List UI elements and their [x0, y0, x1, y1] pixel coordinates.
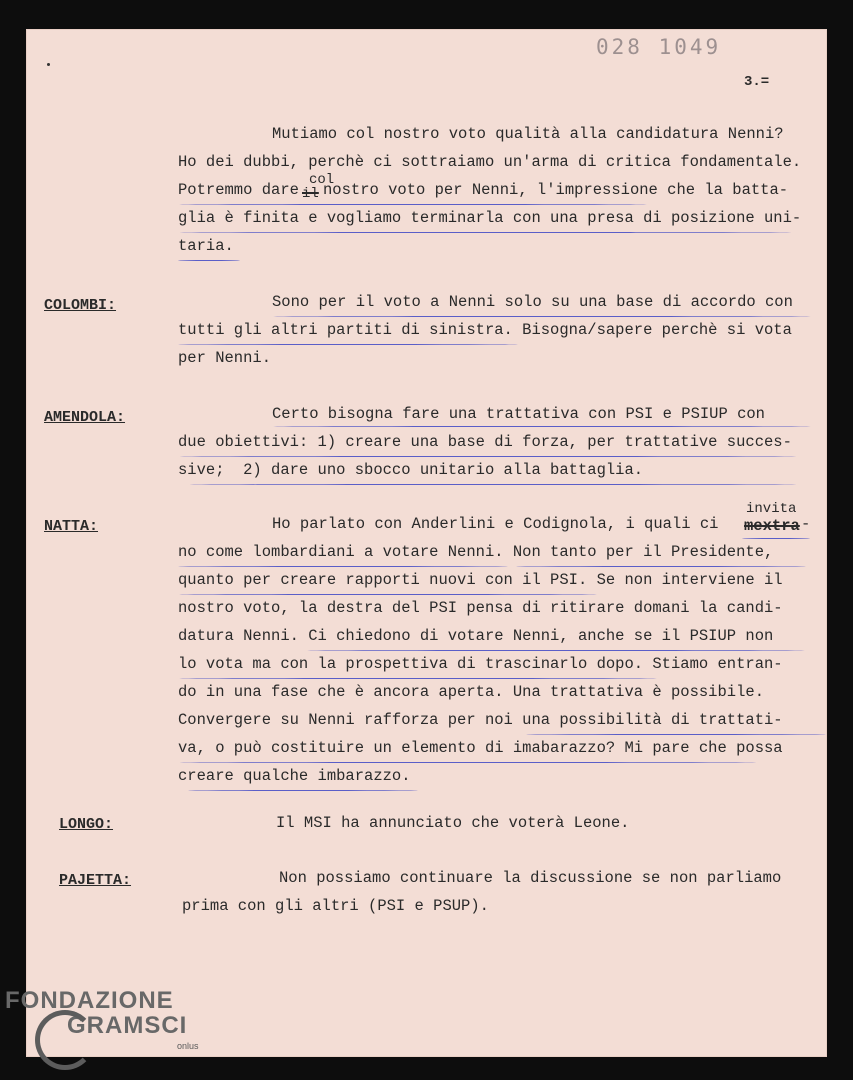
text-line: creare qualche imbarazzo.	[178, 767, 411, 785]
text-line: quanto per creare rapporti nuovi con il PSI. Se non interviene il	[178, 571, 783, 589]
pencil-underline	[178, 232, 793, 233]
text-line: Il MSI ha annunciato che voterà Leone.	[276, 814, 630, 832]
text-line: va, o può costituire un elemento di imabarazzo? Mi pare che possa	[178, 739, 783, 757]
pencil-underline	[178, 594, 598, 595]
pencil-underline	[272, 426, 812, 427]
text-line: Ho dei dubbi, perchè ci sottraiamo un'arma di critica fondamentale.	[178, 153, 802, 171]
document-page	[26, 29, 827, 1057]
struck-word: il	[302, 186, 319, 202]
page-number: 3.=	[744, 74, 770, 90]
speaker-label: AMENDOLA:	[44, 409, 126, 426]
archive-number: 028 1049	[596, 35, 722, 59]
watermark-line-1: FONDAZIONE	[5, 987, 174, 1014]
pencil-underline	[178, 456, 798, 457]
text-line: Sono per il voto a Nenni solo su una base di accordo con	[272, 293, 793, 311]
pencil-underline	[178, 566, 508, 567]
pencil-underline	[178, 678, 658, 679]
text-line: nostro voto per Nenni, l'impressione che la batta-	[323, 181, 789, 199]
text-line: Non possiamo continuare la discussione se non parliamo	[279, 869, 782, 887]
watermark-line-2: GRAMSCI	[67, 1012, 188, 1039]
watermark-g-icon	[35, 1010, 95, 1070]
pencil-underline	[178, 260, 240, 261]
text-line: Convergere su Nenni rafforza per noi una possibilità di trattati-	[178, 711, 783, 729]
text-line: Certo bisogna fare una trattativa con PSI e PSIUP con	[272, 405, 765, 423]
struck-word: mextra	[744, 517, 800, 535]
pencil-underline	[188, 484, 798, 485]
text-line: tutti gli altri partiti di sinistra. Bisogna/sapere perchè si vota	[178, 321, 792, 339]
speaker-label: COLOMBI:	[44, 297, 117, 314]
pencil-underline	[742, 538, 810, 539]
fondazione-gramsci-watermark	[5, 987, 199, 1051]
handwritten-insertion: invita	[746, 501, 797, 517]
text-line: datura Nenni. Ci chiedono di votare Nenni, anche se il PSIUP non	[178, 627, 774, 645]
pencil-underline	[526, 734, 826, 735]
speaker-label: PAJETTA:	[59, 872, 132, 889]
pencil-underline	[178, 762, 758, 763]
ink-dot	[47, 63, 50, 66]
pencil-underline	[178, 344, 518, 345]
pencil-underline	[188, 790, 418, 791]
text-line: sive; 2) dare uno sbocco unitario alla battaglia.	[178, 461, 644, 479]
pencil-underline	[306, 650, 806, 651]
text-line: do in una fase che è ancora aperta. Una trattativa è possibile.	[178, 683, 764, 701]
text-line: due obiettivi: 1) creare una base di forza, per trattative succes-	[178, 433, 792, 451]
text-line: glia è finita e vogliamo terminarla con una presa di posizione uni-	[178, 209, 802, 227]
text-line: Ho parlato con Anderlini e Codignola, i quali ci	[272, 515, 719, 533]
pencil-underline	[272, 316, 812, 317]
speaker-label: LONGO:	[59, 816, 114, 833]
hyphen: -	[801, 515, 811, 533]
text-line: nostro voto, la destra del PSI pensa di ritirare domani la candi-	[178, 599, 783, 617]
text-line: Potremmo dare	[178, 181, 299, 199]
text-line: prima con gli altri (PSI e PSUP).	[182, 897, 489, 915]
text-line: per Nenni.	[178, 349, 272, 367]
text-line: no come lombardiani a votare Nenni. Non tanto per il Presidente,	[178, 543, 774, 561]
text-line: Mutiamo col nostro voto qualità alla candidatura Nenni?	[272, 125, 784, 143]
handwritten-insertion: col	[309, 172, 335, 188]
text-line: taria.	[178, 237, 234, 255]
pencil-underline	[516, 566, 806, 567]
speaker-label: NATTA:	[44, 518, 99, 535]
watermark-line-3: onlus	[177, 1041, 199, 1051]
text-line: lo vota ma con la prospettiva di trascinarlo dopo. Stiamo entran-	[178, 655, 783, 673]
